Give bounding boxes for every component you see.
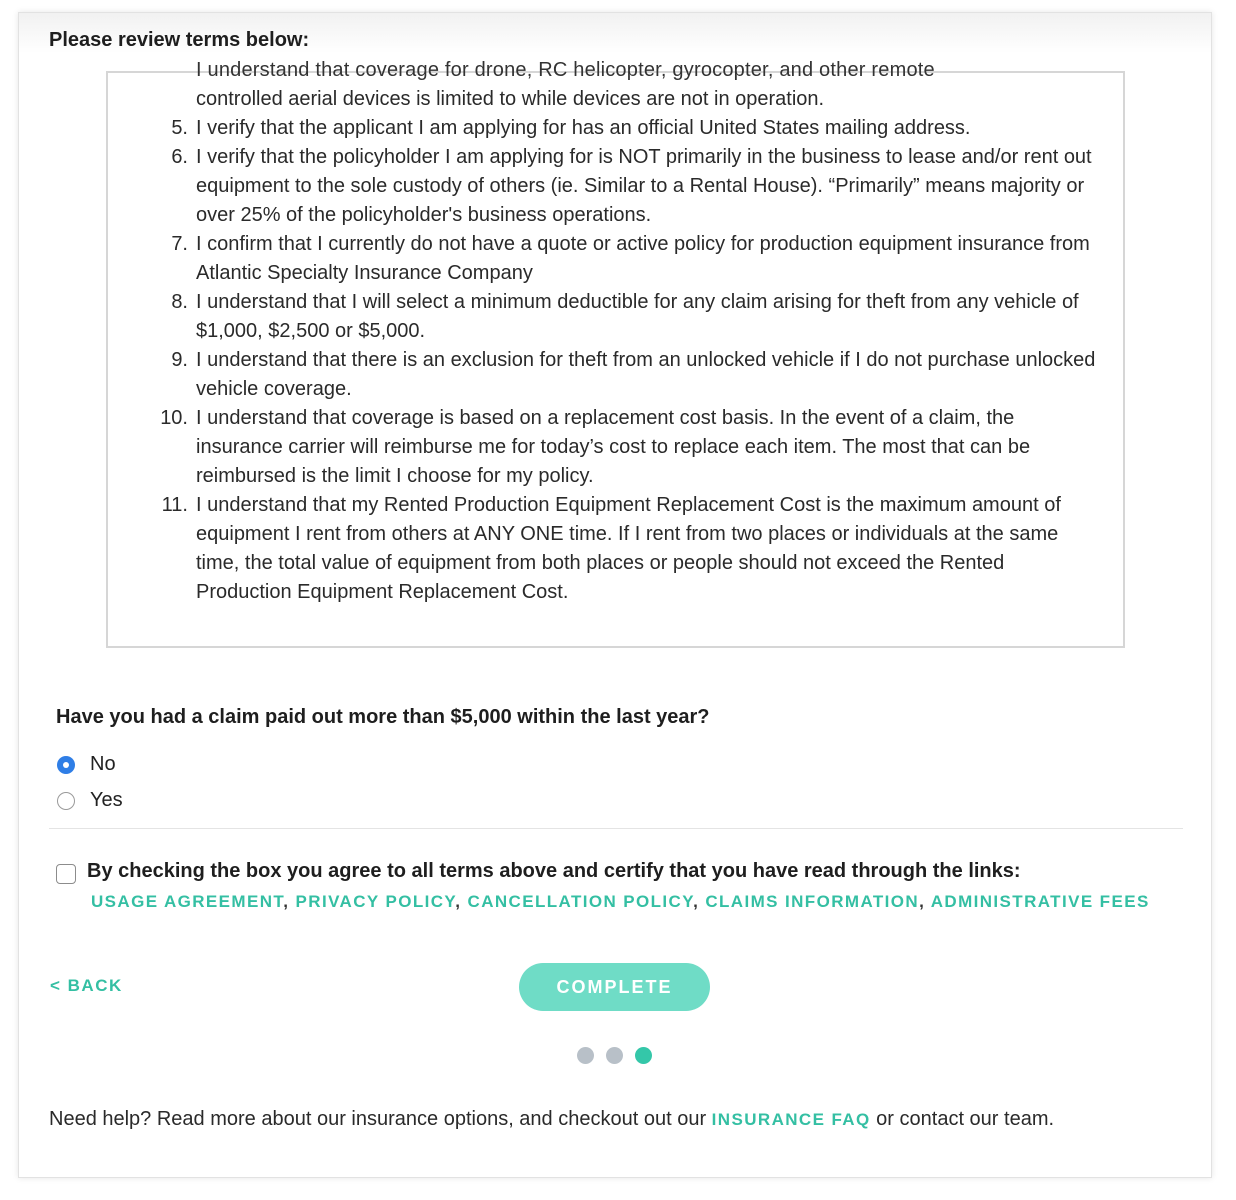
insurance-terms-card <box>18 12 1212 1178</box>
term-item <box>108 346 1123 404</box>
term-number: 8. <box>171 291 188 313</box>
term-text: I understand that coverage is based on a replacement cost basis. In the event of a claim, the insurance carrier will reimburse me for today’s cost to replace each item. The most that can be reimbursed is the limit I choose for my policy. <box>196 407 1031 487</box>
term-item <box>108 491 1123 607</box>
step-dot <box>606 1047 623 1064</box>
term-text: I confirm that I currently do not have a quote or active policy for production equipment insurance from Atlantic Specialty Insurance Company <box>196 233 1090 284</box>
privacy-policy-link[interactable]: PRIVACY POLICY <box>295 892 456 911</box>
step-dot <box>577 1047 594 1064</box>
term-number: 6. <box>171 146 188 168</box>
term-item <box>108 230 1123 288</box>
step-dot-current <box>635 1047 652 1064</box>
radio-yes-label[interactable]: Yes <box>90 789 123 811</box>
review-terms-title: Please review terms below: <box>49 29 310 51</box>
help-text <box>49 1108 1054 1131</box>
step-indicator <box>577 1047 652 1064</box>
agree-terms-checkbox[interactable] <box>56 864 76 884</box>
term-item <box>108 143 1123 230</box>
agree-terms-label[interactable]: By checking the box you agree to all terms above and certify that you have read through the links: <box>87 860 1021 882</box>
term-text: I understand that there is an exclusion for theft from an unlocked vehicle if I do not purchase unlocked vehicle coverage. <box>196 349 1096 400</box>
term-text: I understand that my Rented Production Equipment Replacement Cost is the maximum amount of equipment I rent from others at ANY ONE time. If I rent from two places or individuals at the same time, the total value of equipment from both places or people should not exceed the Rented Production Equipment Replacement Cost. <box>196 494 1061 603</box>
term-text: I verify that the applicant I am applying for has an official United States mailing address. <box>196 117 971 139</box>
term-item <box>108 288 1123 346</box>
policy-links: USAGE AGREEMENT, PRIVACY POLICY, CANCELLATION POLICY, CLAIMS INFORMATION, ADMINISTRATIVE FEES <box>91 892 1150 911</box>
term-item <box>108 85 1123 114</box>
administrative-fees-link[interactable]: ADMINISTRATIVE FEES <box>930 892 1150 911</box>
claims-information-link[interactable]: CLAIMS INFORMATION <box>705 892 920 911</box>
term-item <box>108 404 1123 491</box>
term-number: 10. <box>160 407 188 429</box>
terms-scroll-box[interactable] <box>106 59 1125 648</box>
section-divider <box>49 828 1183 829</box>
radio-option-no[interactable] <box>57 753 116 776</box>
term-text: I verify that the policyholder I am applying for is NOT primarily in the business to lease and/or rent out equipment to the sole custody of others (ie. Similar to a Rental House). “Primarily” means majority or over 25% of the policyholder's business operations. <box>196 146 1092 226</box>
help-prefix: Need help? Read more about our insurance options, and checkout out our <box>49 1108 707 1130</box>
term-item <box>108 114 1123 143</box>
claim-question-label: Have you had a claim paid out more than $5,000 within the last year? <box>56 706 710 728</box>
radio-no-button[interactable] <box>57 756 75 774</box>
term-number: 5. <box>171 117 188 139</box>
cancellation-policy-link[interactable]: CANCELLATION POLICY <box>467 892 694 911</box>
usage-agreement-link[interactable]: USAGE AGREEMENT <box>91 892 284 911</box>
term-number: 11. <box>161 494 188 516</box>
radio-no-label[interactable]: No <box>90 753 116 775</box>
terms-list <box>108 85 1123 607</box>
term-text: controlled aerial devices is limited to while devices are not in operation. <box>196 88 825 110</box>
back-button[interactable]: < BACK <box>50 976 123 995</box>
term-number: 7. <box>171 233 188 255</box>
insurance-faq-link[interactable]: INSURANCE FAQ <box>711 1110 871 1129</box>
term-number: 9. <box>171 349 188 371</box>
complete-button[interactable]: COMPLETE <box>519 963 710 1011</box>
help-suffix: or contact our team. <box>876 1108 1055 1130</box>
radio-yes-button[interactable] <box>57 792 75 810</box>
radio-option-yes[interactable] <box>57 789 123 812</box>
term-text: I understand that I will select a minimum deductible for any claim arising for theft from any vehicle of $1,000, $2,500 or $5,000. <box>196 291 1079 342</box>
term-clipped-line: I understand that coverage for drone, RC helicopter, gyrocopter, and other remote <box>196 59 935 81</box>
